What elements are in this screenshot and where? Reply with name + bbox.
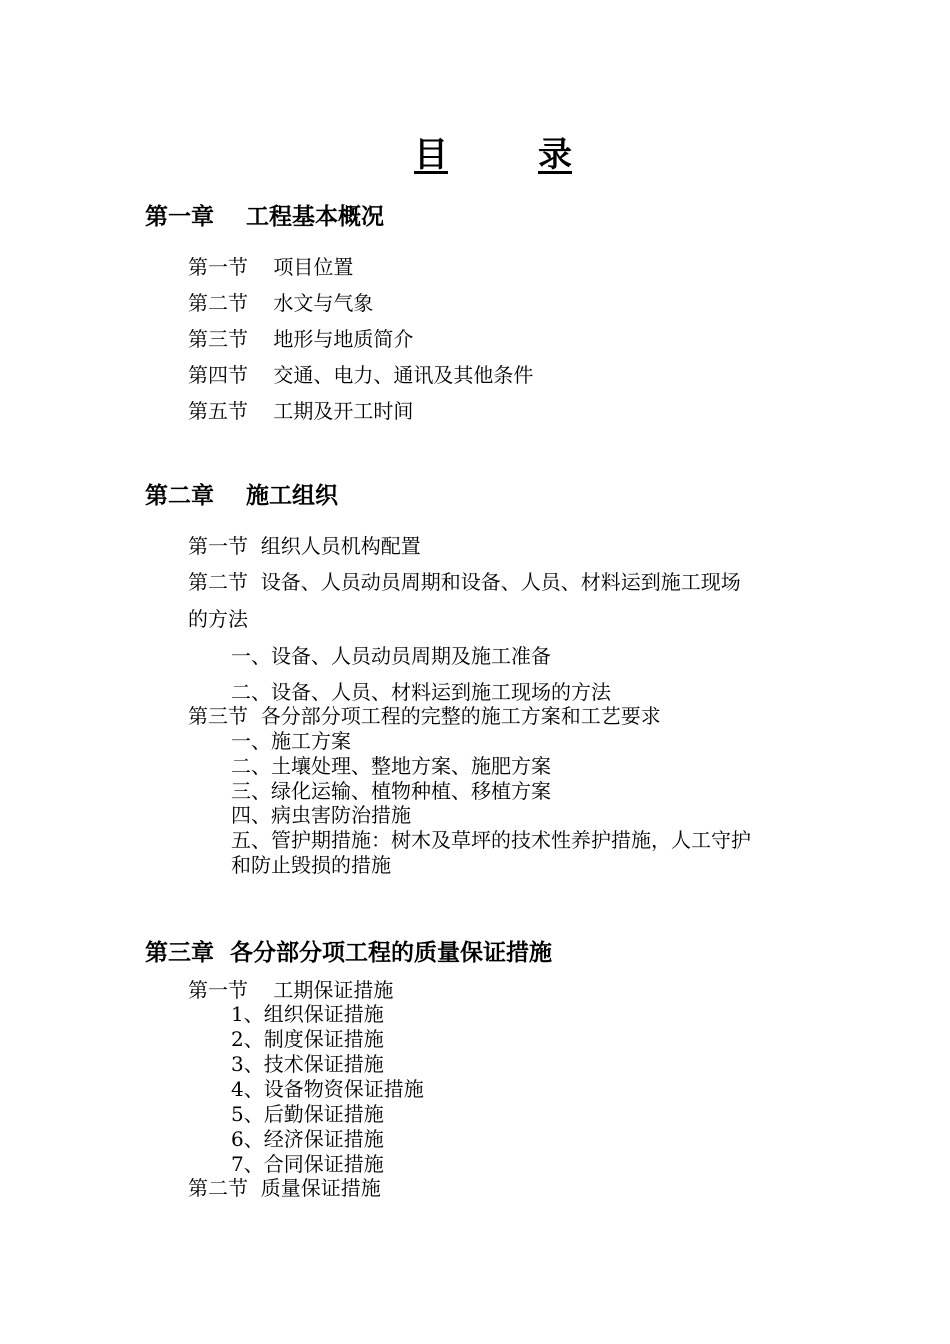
chapter-2-section-3-item-1: 一、施工方案 [231,729,351,753]
chapter-3-section-1-item-2: 2、制度保证措施 [231,1027,384,1051]
chapter-3-section-1-item-3: 3、技术保证措施 [231,1052,384,1076]
chapter-1-section-1: 第一节 项目位置 [188,255,354,279]
chapter-1-section-5: 第五节 工期及开工时间 [188,399,414,423]
chapter-3-section-1-item-1: 1、组织保证措施 [231,1002,384,1026]
chapter-2-section-2-item-2: 二、设备、人员、材料运到施工现场的方法 [231,680,611,704]
chapter-2-section-2-item-1: 一、设备、人员动员周期及施工准备 [231,644,551,668]
chapter-3-heading: 第三章 各分部分项工程的质量保证措施 [145,940,553,966]
chapter-2-heading: 第二章 施工组织 [145,483,339,509]
toc-title [414,128,572,174]
chapter-1-heading: 第一章 工程基本概况 [145,204,385,230]
chapter-2-section-3: 第三节 各分部分项工程的完整的施工方案和工艺要求 [188,704,661,728]
chapter-1-section-4: 第四节 交通、电力、通讯及其他条件 [188,363,534,387]
chapter-2-section-3-item-5-continued: 和防止毁损的措施 [231,853,391,877]
chapter-1-section-2: 第二节 水文与气象 [188,291,374,315]
chapter-2-section-3-item-3: 三、绿化运输、植物种植、移植方案 [231,779,551,803]
toc-title-char-1: 目 [414,134,448,175]
chapter-1-section-3: 第三节 地形与地质简介 [188,327,414,351]
toc-title-char-2: 录 [538,134,572,175]
chapter-3-section-1-item-5: 5、后勤保证措施 [231,1102,384,1126]
chapter-3-section-2: 第二节 质量保证措施 [188,1176,381,1200]
chapter-3-section-1: 第一节 工期保证措施 [188,978,394,1002]
chapter-2-section-1: 第一节 组织人员机构配置 [188,534,421,558]
chapter-3-section-1-item-4: 4、设备物资保证措施 [231,1077,424,1101]
chapter-2-section-3-item-5: 五、管护期措施：树木及草坪的技术性养护措施，人工守护 [231,828,751,852]
chapter-3-section-1-item-7: 7、合同保证措施 [231,1152,384,1176]
chapter-2-section-2-line-2: 的方法 [188,607,248,631]
chapter-2-section-3-item-2: 二、土壤处理、整地方案、施肥方案 [231,754,551,778]
chapter-3-section-1-item-6: 6、经济保证措施 [231,1127,384,1151]
chapter-2-section-2-line-1: 第二节 设备、人员动员周期和设备、人员、材料运到施工现场 [188,570,741,594]
chapter-2-section-3-item-4: 四、病虫害防治措施 [231,803,411,827]
